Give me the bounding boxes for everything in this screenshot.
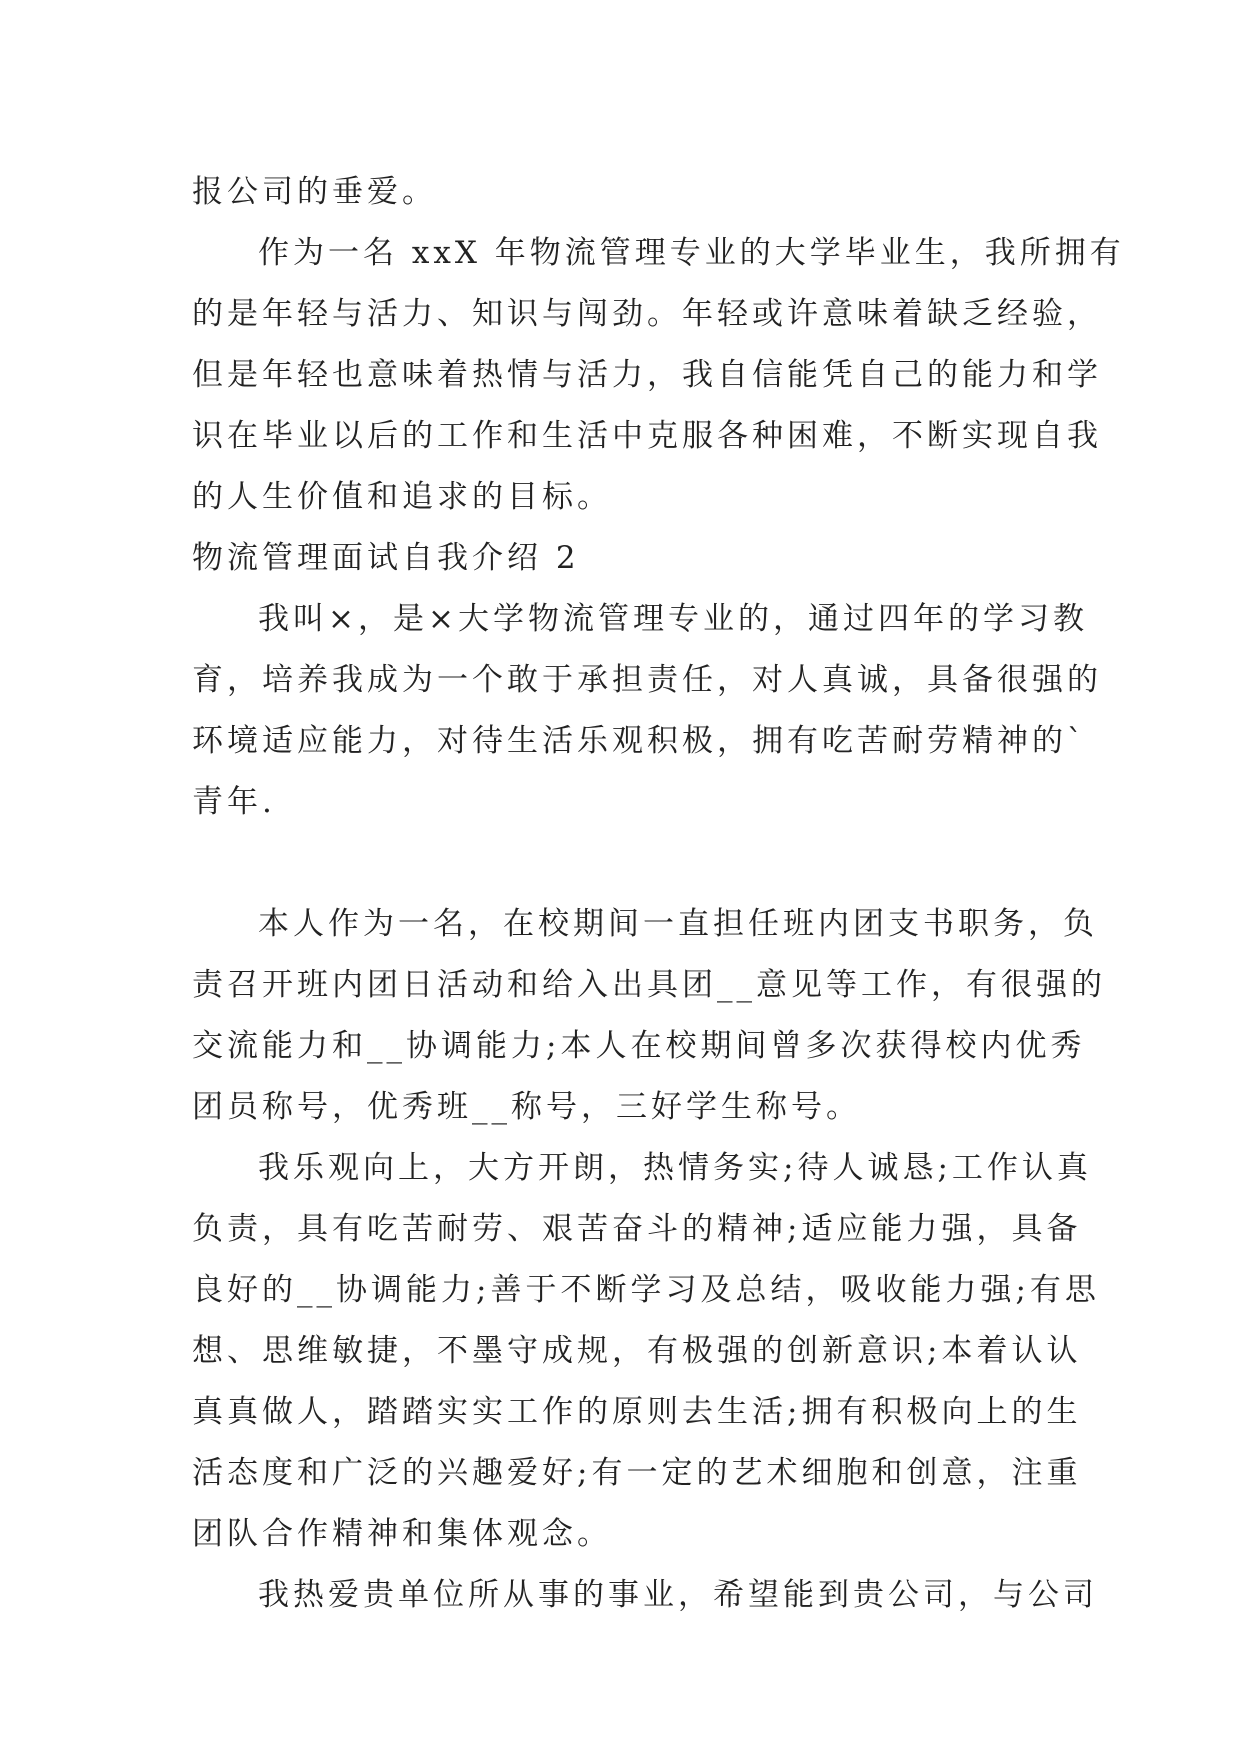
paragraph-line: 本人作为一名，在校期间一直担任班内团支书职务，负 (258, 906, 1098, 942)
paragraph-line: 的人生价值和追求的目标。 (192, 479, 612, 515)
paragraph-line: 青年. (192, 784, 276, 820)
paragraph-line: 责召开班内团日活动和给入出具团__意见等工作，有很强的 (192, 967, 1106, 1003)
paragraph-line: 真真做人，踏踏实实工作的原则去生活;拥有积极向上的生 (192, 1394, 1082, 1430)
paragraph-line: 我热爱贵单位所从事的事业，希望能到贵公司，与公司 (258, 1577, 1098, 1613)
paragraph-line: 识在毕业以后的工作和生活中克服各种困难，不断实现自我 (192, 418, 1102, 454)
paragraph-line: 交流能力和__协调能力;本人在校期间曾多次获得校内优秀 (192, 1028, 1086, 1064)
paragraph-line: 想、思维敏捷，不墨守成规，有极强的创新意识;本着认认 (192, 1333, 1082, 1369)
paragraph-line: 团员称号，优秀班__称号，三好学生称号。 (192, 1089, 861, 1125)
paragraph-line: 环境适应能力，对待生活乐观积极，拥有吃苦耐劳精神的` (192, 723, 1087, 759)
paragraph-line: 的是年轻与活力、知识与闯劲。年轻或许意味着缺乏经验， (192, 296, 1102, 332)
document-body (192, 162, 1125, 1626)
paragraph-line: 良好的__协调能力;善于不断学习及总结，吸收能力强;有思 (192, 1272, 1100, 1308)
paragraph-line: 负责，具有吃苦耐劳、艰苦奋斗的精神;适应能力强，具备 (192, 1211, 1082, 1247)
paragraph-line: 报公司的垂爱。 (192, 174, 437, 210)
blank-line (192, 833, 1052, 894)
paragraph-line: 我乐观向上，大方开朗，热情务实;待人诚恳;工作认真 (258, 1150, 1092, 1186)
paragraph-line: 团队合作精神和集体观念。 (192, 1516, 612, 1552)
paragraph-line: 我叫×，是×大学物流管理专业的，通过四年的学习教 (258, 601, 1088, 637)
paragraph-line: 作为一名 xxX 年物流管理专业的大学毕业生，我所拥有 (258, 235, 1125, 271)
paragraph-line: 活态度和广泛的兴趣爱好;有一定的艺术细胞和创意，注重 (192, 1455, 1082, 1491)
section-heading: 物流管理面试自我介绍 2 (192, 540, 580, 576)
paragraph-line: 育，培养我成为一个敢于承担责任，对人真诚，具备很强的 (192, 662, 1102, 698)
paragraph-line: 但是年轻也意味着热情与活力，我自信能凭自己的能力和学 (192, 357, 1102, 393)
